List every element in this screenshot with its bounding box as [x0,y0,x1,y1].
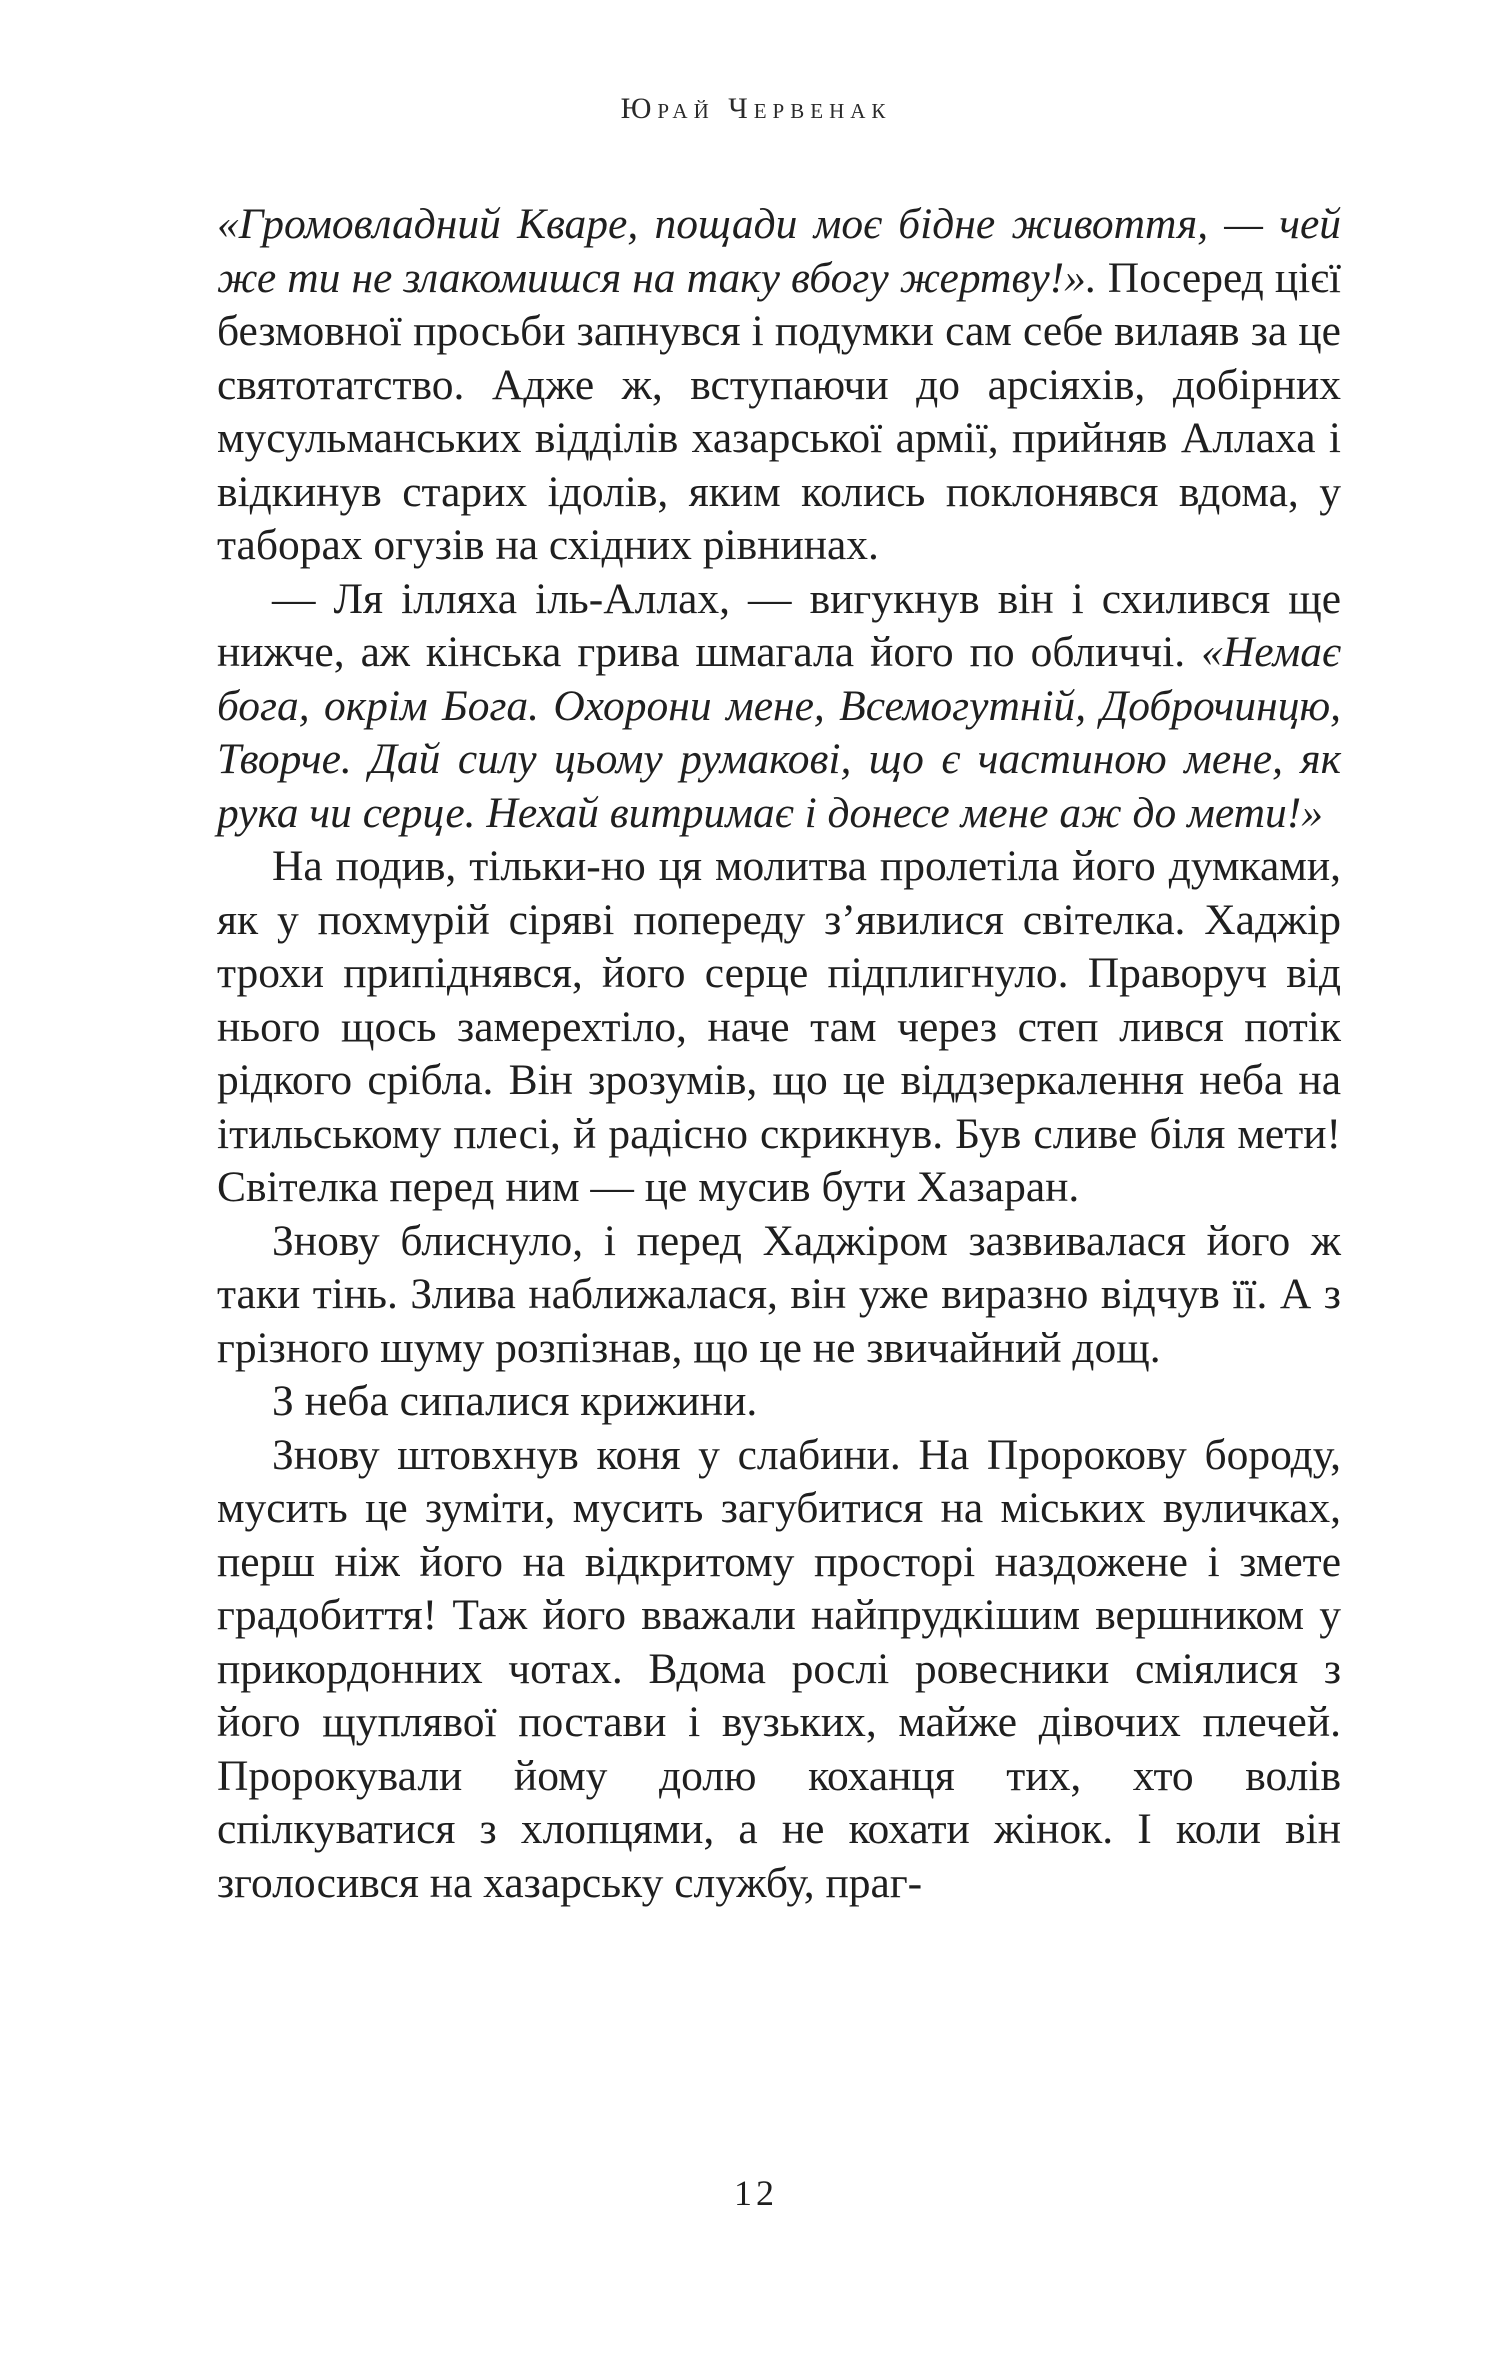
paragraph-4: Знову блиснуло, і перед Хаджіром зазвивалася його ж таки тінь. Злива наближалася, він уже виразно відчув її. А з грізного шуму розпізнав, що це не звичайний дощ. [217,1216,1341,1372]
paragraph-3: На подив, тільки-но ця молитва пролетіла його думками, як у похмурій сіряві попереду з’явилися світелка. Хаджір трохи припіднявся, його серце підплигнуло. Праворуч від нього щось замерехтіло, наче там через степ лився потік рідкого срібла. Він зрозумів, що це віддзеркалення неба на ітильському плесі, й радісно скрикнув. Був сливе біля мети! Світелка перед ним — це мусив бути Хазаран. [217,842,1341,1211]
paragraph-1 [217,198,1341,573]
italic-prayer-2: «Немає бога, окрім Бога. Охорони мене, Всемогутній, Доброчинцю, Творче. Дай силу цьому румакові, що є частиною мене, як рука чи серце. Нехай витримає і донесе мене аж до мети!» [217,628,1341,837]
italic-prayer-1: «Громовладний Кваре, пощади моє бідне живоття, — чей же ти не злакомишся на таку вбогу жертву!». [217,200,1341,302]
paragraph-5: З неба сипалися крижини. [272,1377,758,1425]
running-header-author: Юрай Червенак [620,92,892,125]
paragraph-2 [217,573,1341,841]
paragraph-1-text: Посеред цієї безмовної просьби запнувся і подумки сам себе вилаяв за це святотатство. Адже ж, вступаючи до арсіяхів, добірних мусульманських відділів хазарської армії, прийняв Аллаха і відкинув старих ідолів, яким колись поклонявся вдома, у таборах огузів на східних рівнинах. [217,253,1341,569]
paragraph-6: Знову штовхнув коня у слабини. На Пророкову бороду, мусить це зуміти, мусить загубитися на міських вуличках, перш ніж його на відкритому просторі наздожене і змете градобиття! Таж його вважали найпрудкішим вершником у прикордонних чотах. Вдома рослі ровесники сміялися з його щуплявої постави і вузьких, майже дівочих плечей. Пророкували йому долю коханця тих, хто волів спілкуватися з хлопцями, а не кохати жінок. І коли він зголосився на хазарську службу, праг- [217,1430,1341,1907]
body-text [217,198,1341,1910]
paragraph-2-text: — Ля ілляха іль-Аллах, — вигукнув він і схилився ще нижче, аж кінська грива шмагала його по обличчі. [217,574,1341,676]
page-number: 12 [734,2173,778,2213]
